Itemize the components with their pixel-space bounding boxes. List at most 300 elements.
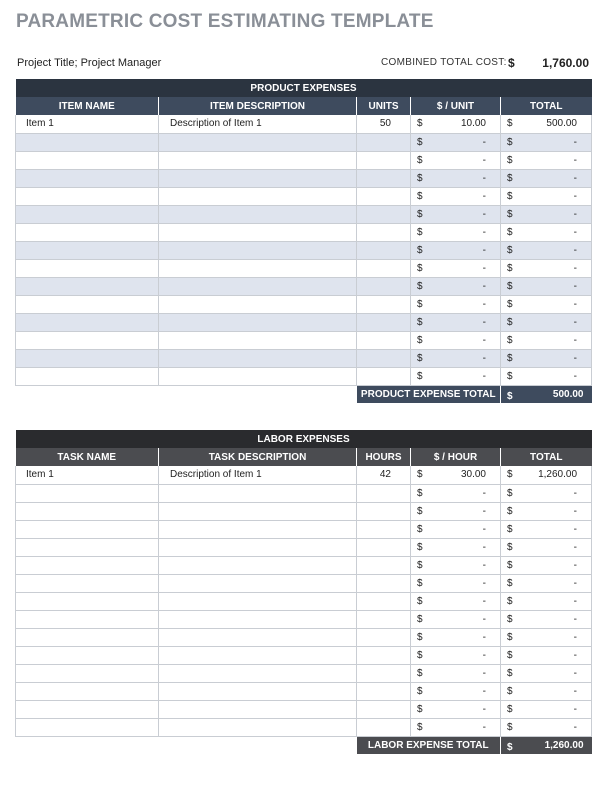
cell-value: - xyxy=(573,298,577,310)
currency-symbol: $ xyxy=(507,390,513,402)
cell-value: Description of Item 1 xyxy=(170,469,262,481)
col-hourly-rate: $ / HOUR xyxy=(411,448,501,466)
currency-symbol: $ xyxy=(417,631,423,643)
rate-cell[interactable] xyxy=(411,367,501,385)
cell-value: - xyxy=(573,244,577,256)
cell-value: - xyxy=(573,667,578,679)
total-cell[interactable] xyxy=(501,115,592,133)
name-cell[interactable] xyxy=(16,664,159,682)
product-total-amount: 500.00 xyxy=(552,388,584,400)
rate-cell[interactable] xyxy=(411,538,501,556)
description-cell[interactable] xyxy=(159,484,357,502)
table-row xyxy=(16,646,592,664)
cell-value: - xyxy=(573,541,578,553)
table-row xyxy=(16,664,592,682)
cell-value: - xyxy=(482,280,486,292)
name-cell[interactable] xyxy=(16,349,159,367)
cell-value: 42 xyxy=(379,469,391,481)
currency-symbol: $ xyxy=(507,190,513,202)
cell-value: - xyxy=(573,721,578,733)
cell-value: - xyxy=(482,505,486,517)
currency-symbol: $ xyxy=(507,685,513,697)
currency-symbol: $ xyxy=(417,721,423,733)
description-cell[interactable] xyxy=(159,259,357,277)
currency-symbol: $ xyxy=(417,262,423,274)
cell-value: 1,260.00 xyxy=(538,469,578,481)
currency-symbol: $ xyxy=(507,741,513,753)
currency-symbol: $ xyxy=(507,541,513,553)
description-cell[interactable] xyxy=(159,313,357,331)
col-item-description: ITEM DESCRIPTION xyxy=(159,97,357,115)
quantity-cell[interactable] xyxy=(357,574,411,592)
currency-symbol: $ xyxy=(507,721,513,733)
labor-expense-total-label: LABOR EXPENSE TOTAL xyxy=(357,736,501,754)
description-cell[interactable] xyxy=(159,187,357,205)
cell-value: - xyxy=(482,703,486,715)
quantity-cell[interactable] xyxy=(357,331,411,349)
quantity-cell[interactable] xyxy=(357,718,411,736)
col-task-description: TASK DESCRIPTION xyxy=(159,448,357,466)
cell-value: - xyxy=(573,649,578,661)
currency-symbol: $ xyxy=(417,316,423,328)
description-cell[interactable] xyxy=(159,331,357,349)
quantity-cell[interactable] xyxy=(357,682,411,700)
labor-total-amount: 1,260.00 xyxy=(544,739,584,751)
total-cell[interactable] xyxy=(501,259,592,277)
quantity-cell[interactable] xyxy=(357,223,411,241)
total-cell[interactable] xyxy=(501,592,592,610)
product-rows xyxy=(16,115,592,385)
name-cell[interactable] xyxy=(16,610,159,628)
cell-value: - xyxy=(573,334,577,346)
cell-value: Description of Item 1 xyxy=(170,118,262,130)
rate-cell[interactable] xyxy=(411,349,501,367)
cell-value: - xyxy=(482,172,486,184)
combined-total-currency: $ xyxy=(508,56,515,70)
currency-symbol: $ xyxy=(507,703,513,715)
description-cell[interactable] xyxy=(159,241,357,259)
name-cell[interactable] xyxy=(16,700,159,718)
total-cell[interactable] xyxy=(501,700,592,718)
total-cell[interactable] xyxy=(501,574,592,592)
rate-cell[interactable] xyxy=(411,277,501,295)
total-cell[interactable] xyxy=(501,331,592,349)
total-cell[interactable] xyxy=(501,313,592,331)
quantity-cell[interactable] xyxy=(357,241,411,259)
rate-cell[interactable] xyxy=(411,502,501,520)
table-row xyxy=(16,592,592,610)
cell-value: - xyxy=(573,370,577,382)
col-hours: HOURS xyxy=(357,448,411,466)
cell-value: Item 1 xyxy=(26,118,54,130)
cell-value: - xyxy=(573,703,578,715)
currency-symbol: $ xyxy=(507,334,513,346)
currency-symbol: $ xyxy=(417,649,423,661)
cell-value: 30.00 xyxy=(460,469,486,481)
cell-value: - xyxy=(573,595,578,607)
name-cell[interactable] xyxy=(16,223,159,241)
table-row xyxy=(16,367,592,385)
table-row xyxy=(16,556,592,574)
name-cell[interactable] xyxy=(16,466,159,484)
description-cell[interactable] xyxy=(159,223,357,241)
cell-value: - xyxy=(573,208,577,220)
product-expenses-table xyxy=(15,79,592,403)
col-total: TOTAL xyxy=(501,97,592,115)
cell-value: - xyxy=(482,577,486,589)
cell-value: 10.00 xyxy=(460,118,486,130)
table-row xyxy=(16,241,592,259)
rate-cell[interactable] xyxy=(411,592,501,610)
quantity-cell[interactable] xyxy=(357,556,411,574)
table-row xyxy=(16,331,592,349)
table-row xyxy=(16,502,592,520)
name-cell[interactable] xyxy=(16,241,159,259)
cell-value: - xyxy=(482,370,486,382)
cell-value: 50 xyxy=(379,118,391,130)
cell-value: - xyxy=(482,190,486,202)
cell-value: - xyxy=(573,262,577,274)
name-cell[interactable] xyxy=(16,133,159,151)
name-cell[interactable] xyxy=(16,205,159,223)
description-cell[interactable] xyxy=(159,367,357,385)
combined-total-value: 1,760.00 xyxy=(542,56,589,70)
cell-value: - xyxy=(482,523,486,535)
name-cell[interactable] xyxy=(16,367,159,385)
quantity-cell[interactable] xyxy=(357,115,411,133)
rate-cell[interactable] xyxy=(411,187,501,205)
name-cell[interactable] xyxy=(16,682,159,700)
currency-symbol: $ xyxy=(417,523,423,535)
cell-value: 500.00 xyxy=(546,118,577,130)
project-title[interactable]: Project Title; Project Manager xyxy=(17,57,162,69)
currency-symbol: $ xyxy=(507,577,513,589)
cell-value: - xyxy=(573,559,578,571)
rate-cell[interactable] xyxy=(411,556,501,574)
currency-symbol: $ xyxy=(417,154,423,166)
cell-value: - xyxy=(573,226,577,238)
name-cell[interactable] xyxy=(16,718,159,736)
name-cell[interactable] xyxy=(16,295,159,313)
rate-cell[interactable] xyxy=(411,664,501,682)
quantity-cell[interactable] xyxy=(357,628,411,646)
currency-symbol: $ xyxy=(417,487,423,499)
currency-symbol: $ xyxy=(507,244,513,256)
labor-expense-total-value xyxy=(501,736,592,754)
total-cell[interactable] xyxy=(501,520,592,538)
rate-cell[interactable] xyxy=(411,295,501,313)
rate-cell[interactable] xyxy=(411,484,501,502)
quantity-cell[interactable] xyxy=(357,538,411,556)
currency-symbol: $ xyxy=(507,631,513,643)
currency-symbol: $ xyxy=(417,469,423,480)
cell-value: - xyxy=(573,190,577,202)
total-cell[interactable] xyxy=(501,223,592,241)
project-line xyxy=(16,57,590,71)
name-cell[interactable] xyxy=(16,115,159,133)
total-cell[interactable] xyxy=(501,241,592,259)
cell-value: - xyxy=(573,487,578,499)
rate-cell[interactable] xyxy=(411,466,501,484)
table-row xyxy=(16,574,592,592)
currency-symbol: $ xyxy=(417,685,423,697)
rate-cell[interactable] xyxy=(411,223,501,241)
quantity-cell[interactable] xyxy=(357,277,411,295)
description-cell[interactable] xyxy=(159,520,357,538)
rate-cell[interactable] xyxy=(411,205,501,223)
quantity-cell[interactable] xyxy=(357,295,411,313)
currency-symbol: $ xyxy=(507,262,513,274)
total-cell[interactable] xyxy=(501,133,592,151)
name-cell[interactable] xyxy=(16,556,159,574)
cell-value: - xyxy=(482,595,486,607)
currency-symbol: $ xyxy=(417,244,423,256)
name-cell[interactable] xyxy=(16,592,159,610)
rate-cell[interactable] xyxy=(411,574,501,592)
cell-value: - xyxy=(482,244,486,256)
total-cell[interactable] xyxy=(501,277,592,295)
table-row xyxy=(16,484,592,502)
spacer xyxy=(16,385,357,403)
cell-value: - xyxy=(482,136,486,148)
currency-symbol: $ xyxy=(507,280,513,292)
quantity-cell[interactable] xyxy=(357,664,411,682)
description-cell[interactable] xyxy=(159,169,357,187)
currency-symbol: $ xyxy=(417,118,423,129)
rate-cell[interactable] xyxy=(411,133,501,151)
table-row xyxy=(16,259,592,277)
table-row xyxy=(16,151,592,169)
description-cell[interactable] xyxy=(159,277,357,295)
table-row xyxy=(16,610,592,628)
cell-value: - xyxy=(573,613,578,625)
quantity-cell[interactable] xyxy=(357,520,411,538)
rate-cell[interactable] xyxy=(411,151,501,169)
total-cell[interactable] xyxy=(501,349,592,367)
cell-value: - xyxy=(482,262,486,274)
description-cell[interactable] xyxy=(159,502,357,520)
name-cell[interactable] xyxy=(16,313,159,331)
cell-value: - xyxy=(482,334,486,346)
cell-value: - xyxy=(482,649,486,661)
currency-symbol: $ xyxy=(417,703,423,715)
rate-cell[interactable] xyxy=(411,628,501,646)
quantity-cell[interactable] xyxy=(357,133,411,151)
col-units: UNITS xyxy=(357,97,411,115)
description-cell[interactable] xyxy=(159,151,357,169)
currency-symbol: $ xyxy=(417,505,423,517)
total-cell[interactable] xyxy=(501,169,592,187)
total-cell[interactable] xyxy=(501,682,592,700)
name-cell[interactable] xyxy=(16,628,159,646)
table-row xyxy=(16,700,592,718)
currency-symbol: $ xyxy=(417,136,423,148)
product-expenses-heading: PRODUCT EXPENSES xyxy=(16,79,592,97)
total-cell[interactable] xyxy=(501,484,592,502)
cell-value: - xyxy=(573,631,578,643)
total-cell[interactable] xyxy=(501,151,592,169)
rate-cell[interactable] xyxy=(411,718,501,736)
currency-symbol: $ xyxy=(507,154,513,166)
name-cell[interactable] xyxy=(16,574,159,592)
table-row xyxy=(16,718,592,736)
table-row xyxy=(16,187,592,205)
col-total: TOTAL xyxy=(501,448,592,466)
name-cell[interactable] xyxy=(16,331,159,349)
currency-symbol: $ xyxy=(507,208,513,220)
rate-cell[interactable] xyxy=(411,646,501,664)
description-cell[interactable] xyxy=(159,556,357,574)
description-cell[interactable] xyxy=(159,349,357,367)
table-row xyxy=(16,169,592,187)
total-cell[interactable] xyxy=(501,646,592,664)
currency-symbol: $ xyxy=(507,316,513,328)
total-cell[interactable] xyxy=(501,466,592,484)
quantity-cell[interactable] xyxy=(357,502,411,520)
rate-cell[interactable] xyxy=(411,610,501,628)
currency-symbol: $ xyxy=(417,667,423,679)
currency-symbol: $ xyxy=(507,649,513,661)
quantity-cell[interactable] xyxy=(357,349,411,367)
currency-symbol: $ xyxy=(507,559,513,571)
quantity-cell[interactable] xyxy=(357,700,411,718)
currency-symbol: $ xyxy=(507,505,513,517)
rate-cell[interactable] xyxy=(411,259,501,277)
quantity-cell[interactable] xyxy=(357,484,411,502)
currency-symbol: $ xyxy=(417,595,423,607)
rate-cell[interactable] xyxy=(411,520,501,538)
cell-value: - xyxy=(573,577,578,589)
table-row xyxy=(16,628,592,646)
description-cell[interactable] xyxy=(159,592,357,610)
quantity-cell[interactable] xyxy=(357,151,411,169)
total-cell[interactable] xyxy=(501,664,592,682)
description-cell[interactable] xyxy=(159,664,357,682)
total-cell[interactable] xyxy=(501,502,592,520)
total-cell[interactable] xyxy=(501,718,592,736)
spacer xyxy=(16,736,357,754)
description-cell[interactable] xyxy=(159,718,357,736)
name-cell[interactable] xyxy=(16,646,159,664)
description-cell[interactable] xyxy=(159,205,357,223)
cell-value: - xyxy=(482,667,486,679)
quantity-cell[interactable] xyxy=(357,610,411,628)
table-row xyxy=(16,313,592,331)
cell-value: - xyxy=(573,154,577,166)
total-cell[interactable] xyxy=(501,538,592,556)
table-row xyxy=(16,682,592,700)
name-cell[interactable] xyxy=(16,520,159,538)
name-cell[interactable] xyxy=(16,277,159,295)
cell-value: - xyxy=(482,559,486,571)
combined-total-label: COMBINED TOTAL COST: xyxy=(381,57,507,68)
cell-value: - xyxy=(482,208,486,220)
quantity-cell[interactable] xyxy=(357,259,411,277)
rate-cell[interactable] xyxy=(411,313,501,331)
cell-value: - xyxy=(573,172,577,184)
rate-cell[interactable] xyxy=(411,682,501,700)
rate-cell[interactable] xyxy=(411,700,501,718)
name-cell[interactable] xyxy=(16,169,159,187)
rate-cell[interactable] xyxy=(411,115,501,133)
table-row xyxy=(16,520,592,538)
quantity-cell[interactable] xyxy=(357,367,411,385)
cell-value: - xyxy=(573,685,578,697)
total-cell[interactable] xyxy=(501,556,592,574)
total-cell[interactable] xyxy=(501,187,592,205)
page-title: PARAMETRIC COST ESTIMATING TEMPLATE xyxy=(16,11,434,32)
currency-symbol: $ xyxy=(507,487,513,499)
description-cell[interactable] xyxy=(159,628,357,646)
description-cell[interactable] xyxy=(159,538,357,556)
rate-cell[interactable] xyxy=(411,169,501,187)
total-cell[interactable] xyxy=(501,205,592,223)
rate-cell[interactable] xyxy=(411,241,501,259)
description-cell[interactable] xyxy=(159,115,357,133)
currency-symbol: $ xyxy=(417,226,423,238)
total-cell[interactable] xyxy=(501,367,592,385)
cell-value: - xyxy=(482,721,486,733)
cell-value: - xyxy=(482,541,486,553)
quantity-cell[interactable] xyxy=(357,466,411,484)
quantity-cell[interactable] xyxy=(357,169,411,187)
quantity-cell[interactable] xyxy=(357,592,411,610)
name-cell[interactable] xyxy=(16,484,159,502)
currency-symbol: $ xyxy=(507,613,513,625)
table-row xyxy=(16,205,592,223)
description-cell[interactable] xyxy=(159,700,357,718)
quantity-cell[interactable] xyxy=(357,187,411,205)
description-cell[interactable] xyxy=(159,295,357,313)
cell-value: - xyxy=(482,487,486,499)
currency-symbol: $ xyxy=(507,595,513,607)
cell-value: - xyxy=(482,226,486,238)
total-cell[interactable] xyxy=(501,295,592,313)
currency-symbol: $ xyxy=(507,469,513,480)
quantity-cell[interactable] xyxy=(357,646,411,664)
total-cell[interactable] xyxy=(501,628,592,646)
col-unit-price: $ / UNIT xyxy=(411,97,501,115)
description-cell[interactable] xyxy=(159,646,357,664)
quantity-cell[interactable] xyxy=(357,205,411,223)
description-cell[interactable] xyxy=(159,133,357,151)
description-cell[interactable] xyxy=(159,682,357,700)
currency-symbol: $ xyxy=(507,523,513,535)
currency-symbol: $ xyxy=(417,190,423,202)
name-cell[interactable] xyxy=(16,187,159,205)
total-cell[interactable] xyxy=(501,610,592,628)
name-cell[interactable] xyxy=(16,259,159,277)
name-cell[interactable] xyxy=(16,502,159,520)
currency-symbol: $ xyxy=(417,577,423,589)
currency-symbol: $ xyxy=(417,541,423,553)
description-cell[interactable] xyxy=(159,574,357,592)
description-cell[interactable] xyxy=(159,466,357,484)
currency-symbol: $ xyxy=(417,559,423,571)
rate-cell[interactable] xyxy=(411,331,501,349)
table-row xyxy=(16,538,592,556)
name-cell[interactable] xyxy=(16,538,159,556)
currency-symbol: $ xyxy=(507,370,513,382)
description-cell[interactable] xyxy=(159,610,357,628)
product-expense-total-label: PRODUCT EXPENSE TOTAL xyxy=(357,385,501,403)
cell-value: - xyxy=(573,505,578,517)
cell-value: - xyxy=(482,154,486,166)
currency-symbol: $ xyxy=(417,208,423,220)
labor-expenses-heading: LABOR EXPENSES xyxy=(16,430,592,448)
name-cell[interactable] xyxy=(16,151,159,169)
quantity-cell[interactable] xyxy=(357,313,411,331)
